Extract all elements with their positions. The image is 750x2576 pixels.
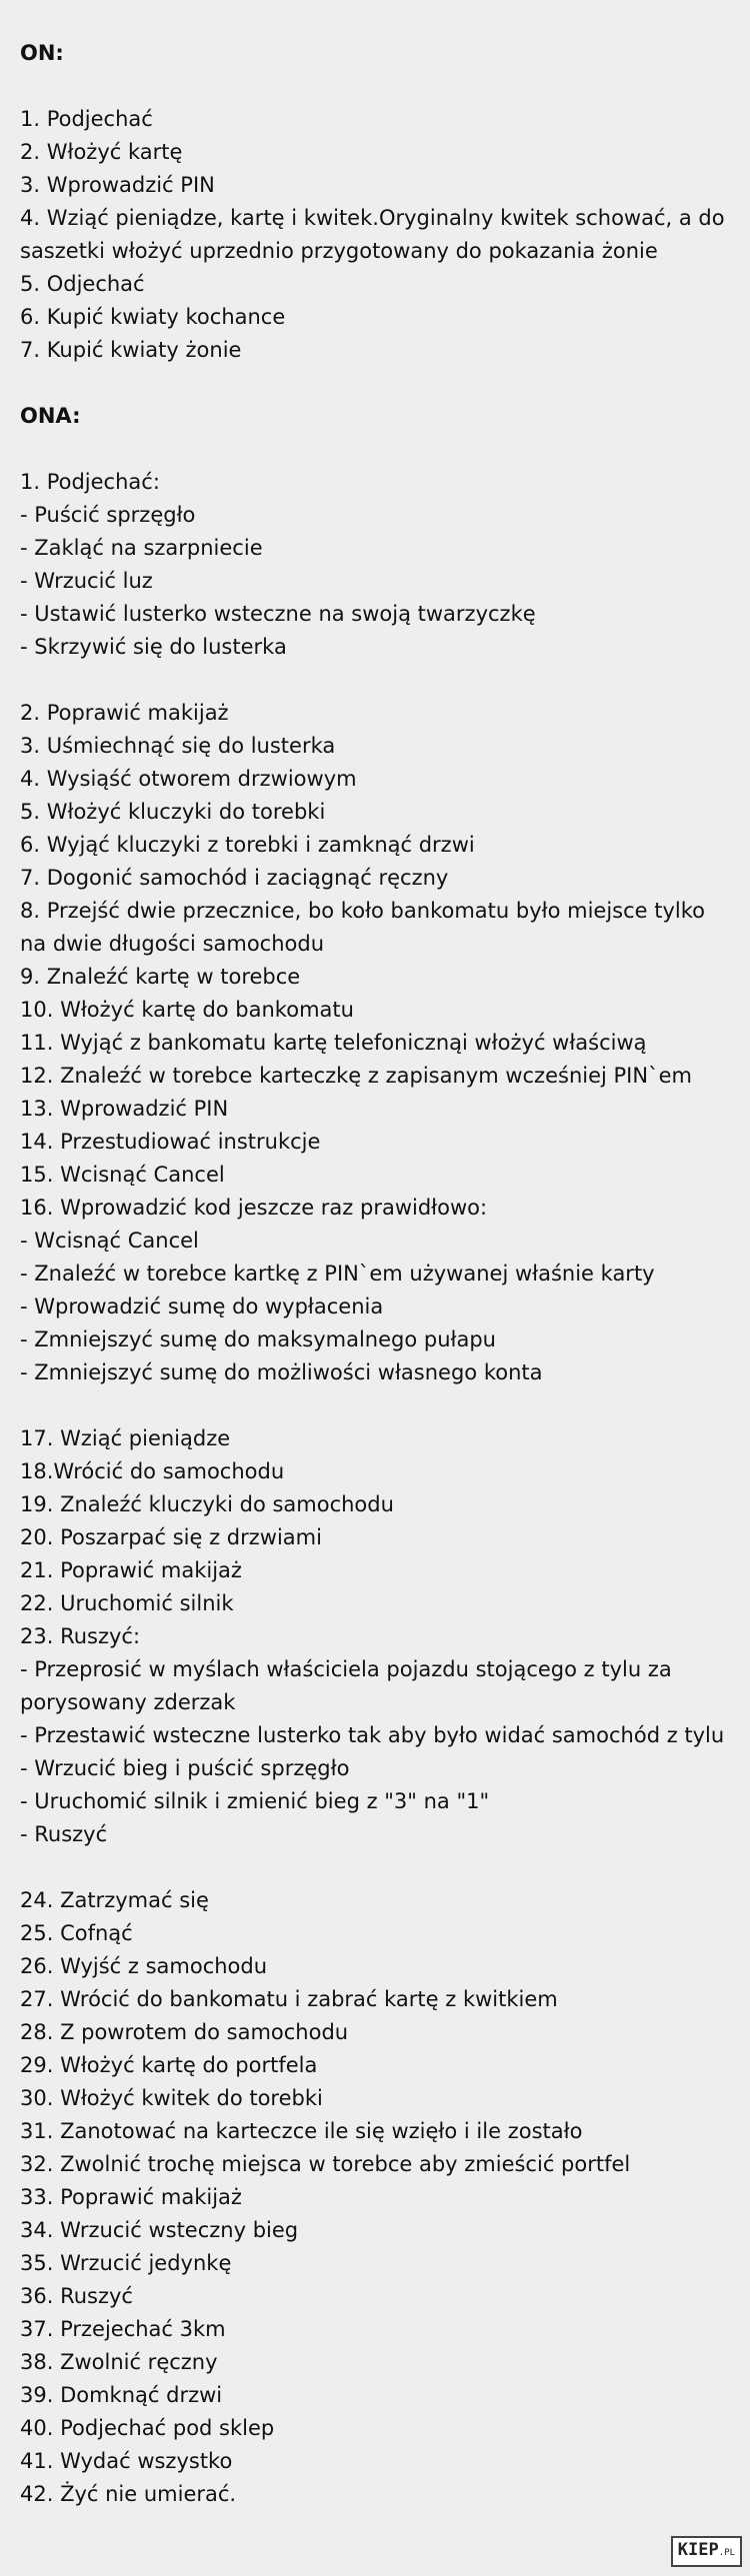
logo-domain: .PL [718,2548,735,2558]
step-line: 4. Wysiąść otworem drzwiowym [20,767,357,791]
step-line: 33. Poprawić makijaż [20,2185,242,2209]
step-line: 6. Kupić kwiaty kochance [20,305,286,329]
step-line: - Znaleźć w torebce kartkę z PIN`em używanej właśnie karty [20,1262,655,1286]
step-line: 22. Uruchomić silnik [20,1591,234,1615]
step-line: 32. Zwolnić trochę miejsca w torebce aby zmieścić portfel [20,2152,631,2176]
step-line: 34. Wrzucić wsteczny bieg [20,2218,299,2242]
step-line: 12. Znaleźć w torebce karteczkę z zapisanym wcześniej PIN`em [20,1064,692,1088]
step-line: 28. Z powrotem do samochodu [20,2020,349,2044]
blank-line [20,1389,732,1422]
step-line: 2. Włożyć kartę [20,140,183,164]
step-line: - Uruchomić silnik i zmienić bieg z "3" na "1" [20,1789,490,1813]
step-line: 40. Podjechać pod sklep [20,2416,275,2440]
step-line: - Przestawić wsteczne lusterko tak aby było widać samochód z tylu [20,1723,725,1747]
ona-steps-list [20,433,732,2511]
step-line: 7. Dogonić samochód i zaciągnąć ręczny [20,866,449,890]
step-line: 16. Wprowadzić kod jeszcze raz prawidłowo: [20,1196,488,1220]
step-line: 10. Włożyć kartę do bankomatu [20,998,354,1022]
step-line: - Puścić sprzęgło [20,503,196,527]
step-line: 14. Przestudiować instrukcje [20,1130,321,1154]
step-line: 29. Włożyć kartę do portfela [20,2053,318,2077]
step-line: 9. Znaleźć kartę w torebce [20,965,301,989]
blank-line [20,664,732,697]
step-line: 23. Ruszyć: [20,1624,141,1648]
step-line: 39. Domknąć drzwi [20,2383,223,2407]
step-line: 37. Przejechać 3km [20,2317,226,2341]
step-line: - Wrzucić luz [20,569,153,593]
step-line: 25. Cofnąć [20,1921,133,1945]
on-steps-list [20,70,732,400]
step-line: 2. Poprawić makijaż [20,701,229,725]
step-line: - Zmniejszyć sumę do możliwości własnego konta [20,1360,543,1384]
step-line: 35. Wrzucić jedynkę [20,2251,232,2275]
step-line: - Ruszyć [20,1822,108,1846]
step-line: 38. Zwolnić ręczny [20,2350,218,2374]
step-line: 8. Przejść dwie przecznice, bo koło bankomatu było miejsce tylko na dwie długości samochodu [20,899,712,956]
step-line: 4. Wziąć pieniądze, kartę i kwitek.Oryginalny kwitek schować, a do saszetki włożyć uprzednio przygotowany do pokazania żonie [20,206,732,263]
step-line: 21. Poprawić makijaż [20,1558,242,1582]
on-heading: ON: [20,41,64,65]
step-line: 42. Żyć nie umierać. [20,2482,237,2506]
step-line: 24. Zatrzymać się [20,1888,209,1912]
step-line: - Zakląć na szarpniecie [20,536,263,560]
step-line: - Wrzucić bieg i puścić sprzęgło [20,1756,350,1780]
blank-line [20,433,732,466]
step-line: 13. Wprowadzić PIN [20,1097,229,1121]
step-line: - Skrzywić się do lusterka [20,635,287,659]
logo-text: KIEP [677,2540,719,2560]
blank-line [20,1851,732,1884]
step-line: 6. Wyjąć kluczyki z torebki i zamknąć drzwi [20,833,475,857]
step-line: 41. Wydać wszystko [20,2449,233,2473]
step-line: - Przeprosić w myślach właściciela pojazdu stojącego z tylu za porysowany zderzak [20,1657,679,1714]
step-line: 1. Podjechać [20,107,153,131]
step-line: 19. Znaleźć kluczyki do samochodu [20,1492,394,1516]
step-line: 18.Wrócić do samochodu [20,1459,285,1483]
blank-line [20,70,732,103]
step-line: - Wcisnąć Cancel [20,1229,199,1253]
step-line: 20. Poszarpać się z drzwiami [20,1525,322,1549]
step-line: 27. Wrócić do bankomatu i zabrać kartę z kwitkiem [20,1987,558,2011]
step-line: 1. Podjechać: [20,470,160,494]
step-line: 31. Zanotować na karteczce ile się wzięło i ile zostało [20,2119,583,2143]
step-line: 5. Włożyć kluczyki do torebki [20,800,326,824]
kiep-logo [671,2536,742,2567]
step-line: 11. Wyjąć z bankomatu kartę telefonicznąi włożyć właściwą [20,1031,647,1055]
step-line: - Wprowadzić sumę do wypłacenia [20,1294,384,1318]
step-line: 15. Wcisnąć Cancel [20,1163,225,1187]
step-line: 17. Wziąć pieniądze [20,1426,231,1450]
step-line: - Ustawić lusterko wsteczne na swoją twarzyczkę [20,602,536,626]
step-line: 3. Wprowadzić PIN [20,173,215,197]
ona-heading: ONA: [20,404,81,428]
step-line: 7. Kupić kwiaty żonie [20,338,242,362]
step-line: 30. Włożyć kwitek do torebki [20,2086,323,2110]
step-line: 5. Odjechać [20,272,145,296]
step-line: 3. Uśmiechnąć się do lusterka [20,734,336,758]
step-line: 36. Ruszyć [20,2284,133,2308]
step-line: 26. Wyjść z samochodu [20,1954,268,1978]
blank-line [20,367,732,400]
step-line: - Zmniejszyć sumę do maksymalnego pułapu [20,1327,496,1351]
